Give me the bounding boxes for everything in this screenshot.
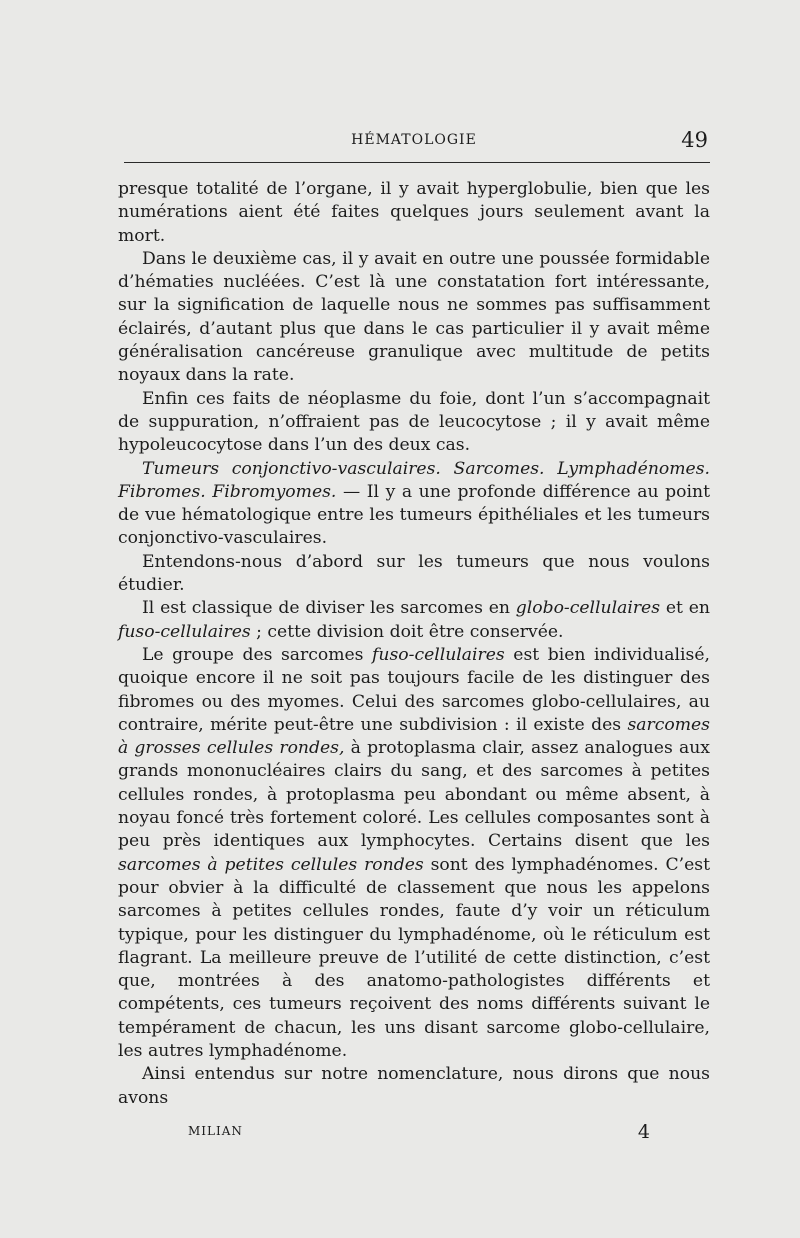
paragraph-classique [118, 597, 710, 644]
section-text: Il y a une profonde différence au point de vue hématologique entre les tumeurs épithéliales et les tumeurs conjonctivo-vasculaires. [118, 481, 710, 549]
italic-term: fuso-cellulaires [372, 644, 505, 665]
signature-mark-author: MILIAN [188, 1124, 243, 1138]
page-footer [188, 1121, 650, 1145]
header-rule [124, 162, 710, 163]
section-dash: — [336, 481, 367, 502]
page-header [118, 128, 710, 156]
section-heading: Tumeurs conjonctivo-vasculaires. Sarcomes. Lymphadénomes. Fibromes. Fibromyomes. [118, 458, 710, 502]
paragraph-ainsi: Ainsi entendus sur notre nomenclature, nous dirons que nous avons [118, 1064, 710, 1108]
body-text [118, 178, 710, 1110]
italic-term: globo-cellulaires [515, 598, 661, 619]
paragraph-enfin: Enfin ces faits de néoplasme du foie, dont l’un s’accompagnait de suppuration, n’offraient pas de leucocytose ; il y avait même hypoleucocytose dans l’un des deux cas. [118, 388, 710, 456]
text-run: et en [660, 598, 710, 619]
text-run: Il est classique de diviser les sarcomes en [142, 598, 516, 619]
text-run: à protoplasma clair, assez analogues aux grands mononucléaires clairs du sang, et des sarcomes à petites cellules rondes, à protoplasma peu abondant ou même absent, à noyau foncé très fortement coloré. Les cellules composantes sont à peu près identiques aux lymphocytes. Certains disent que les [118, 738, 710, 852]
paragraph-continuation: presque totalité de l’organe, il y avait hyperglobulie, bien que les numérations aient été faites quelques jours seulement avant la mort. [118, 179, 710, 246]
text-run: ; cette division doit être conservée. [250, 621, 564, 642]
text-run: Le groupe des sarcomes [142, 644, 373, 665]
paragraph-section-tumeurs [118, 458, 710, 551]
text-run: est bien individualisé, quoique encore il ne soit pas toujours facile de les distinguer des fibromes ou des myomes. Celui des sarcomes globo-cellulaires, au contraire, mérite peut-être une subdivision : il existe des [118, 644, 710, 735]
italic-term: fuso-cellulaires [118, 621, 251, 642]
paragraph-groupe [118, 644, 710, 1063]
italic-term: sarcomes à petites cellules rondes [118, 854, 424, 875]
signature-number: 4 [637, 1121, 650, 1143]
running-title: HÉMATOLOGIE [351, 132, 477, 148]
paragraph-deuxieme-cas: Dans le deuxième cas, il y avait en outre une poussée formidable d’hématies nucléées. C’est là une constatation fort intéressante, sur la signification de laquelle nous ne sommes pas suffisamment éclairés, d’autant plus que dans le cas particulier il y avait même généralisation cancéreuse granulique avec multitude de petits noyaux dans la rate. [118, 248, 710, 386]
text-run: sont des lymphadénomes. C’est pour obvier à la difficulté de classement que nous les appelons sarcomes à petites cellules rondes, faute d’y voir un réticulum typique, pour les distinguer du lymphadénome, où le réticulum est flagrant. La meilleure preuve de l’utilité de cette distinction, c’est que, montrées à des anatomo-pathologistes différents et compétents, ces tumeurs reçoivent des noms différents suivant le tempérament de chacun, les uns disant sarcome globo-cellulaire, les autres lymphadénome. [118, 854, 710, 1061]
paragraph-entendons: Entendons-nous d’abord sur les tumeurs que nous voulons étudier. [118, 551, 710, 596]
italic-term: sarcomes à grosses cellules rondes, [118, 714, 710, 759]
page-number: 49 [681, 128, 708, 152]
